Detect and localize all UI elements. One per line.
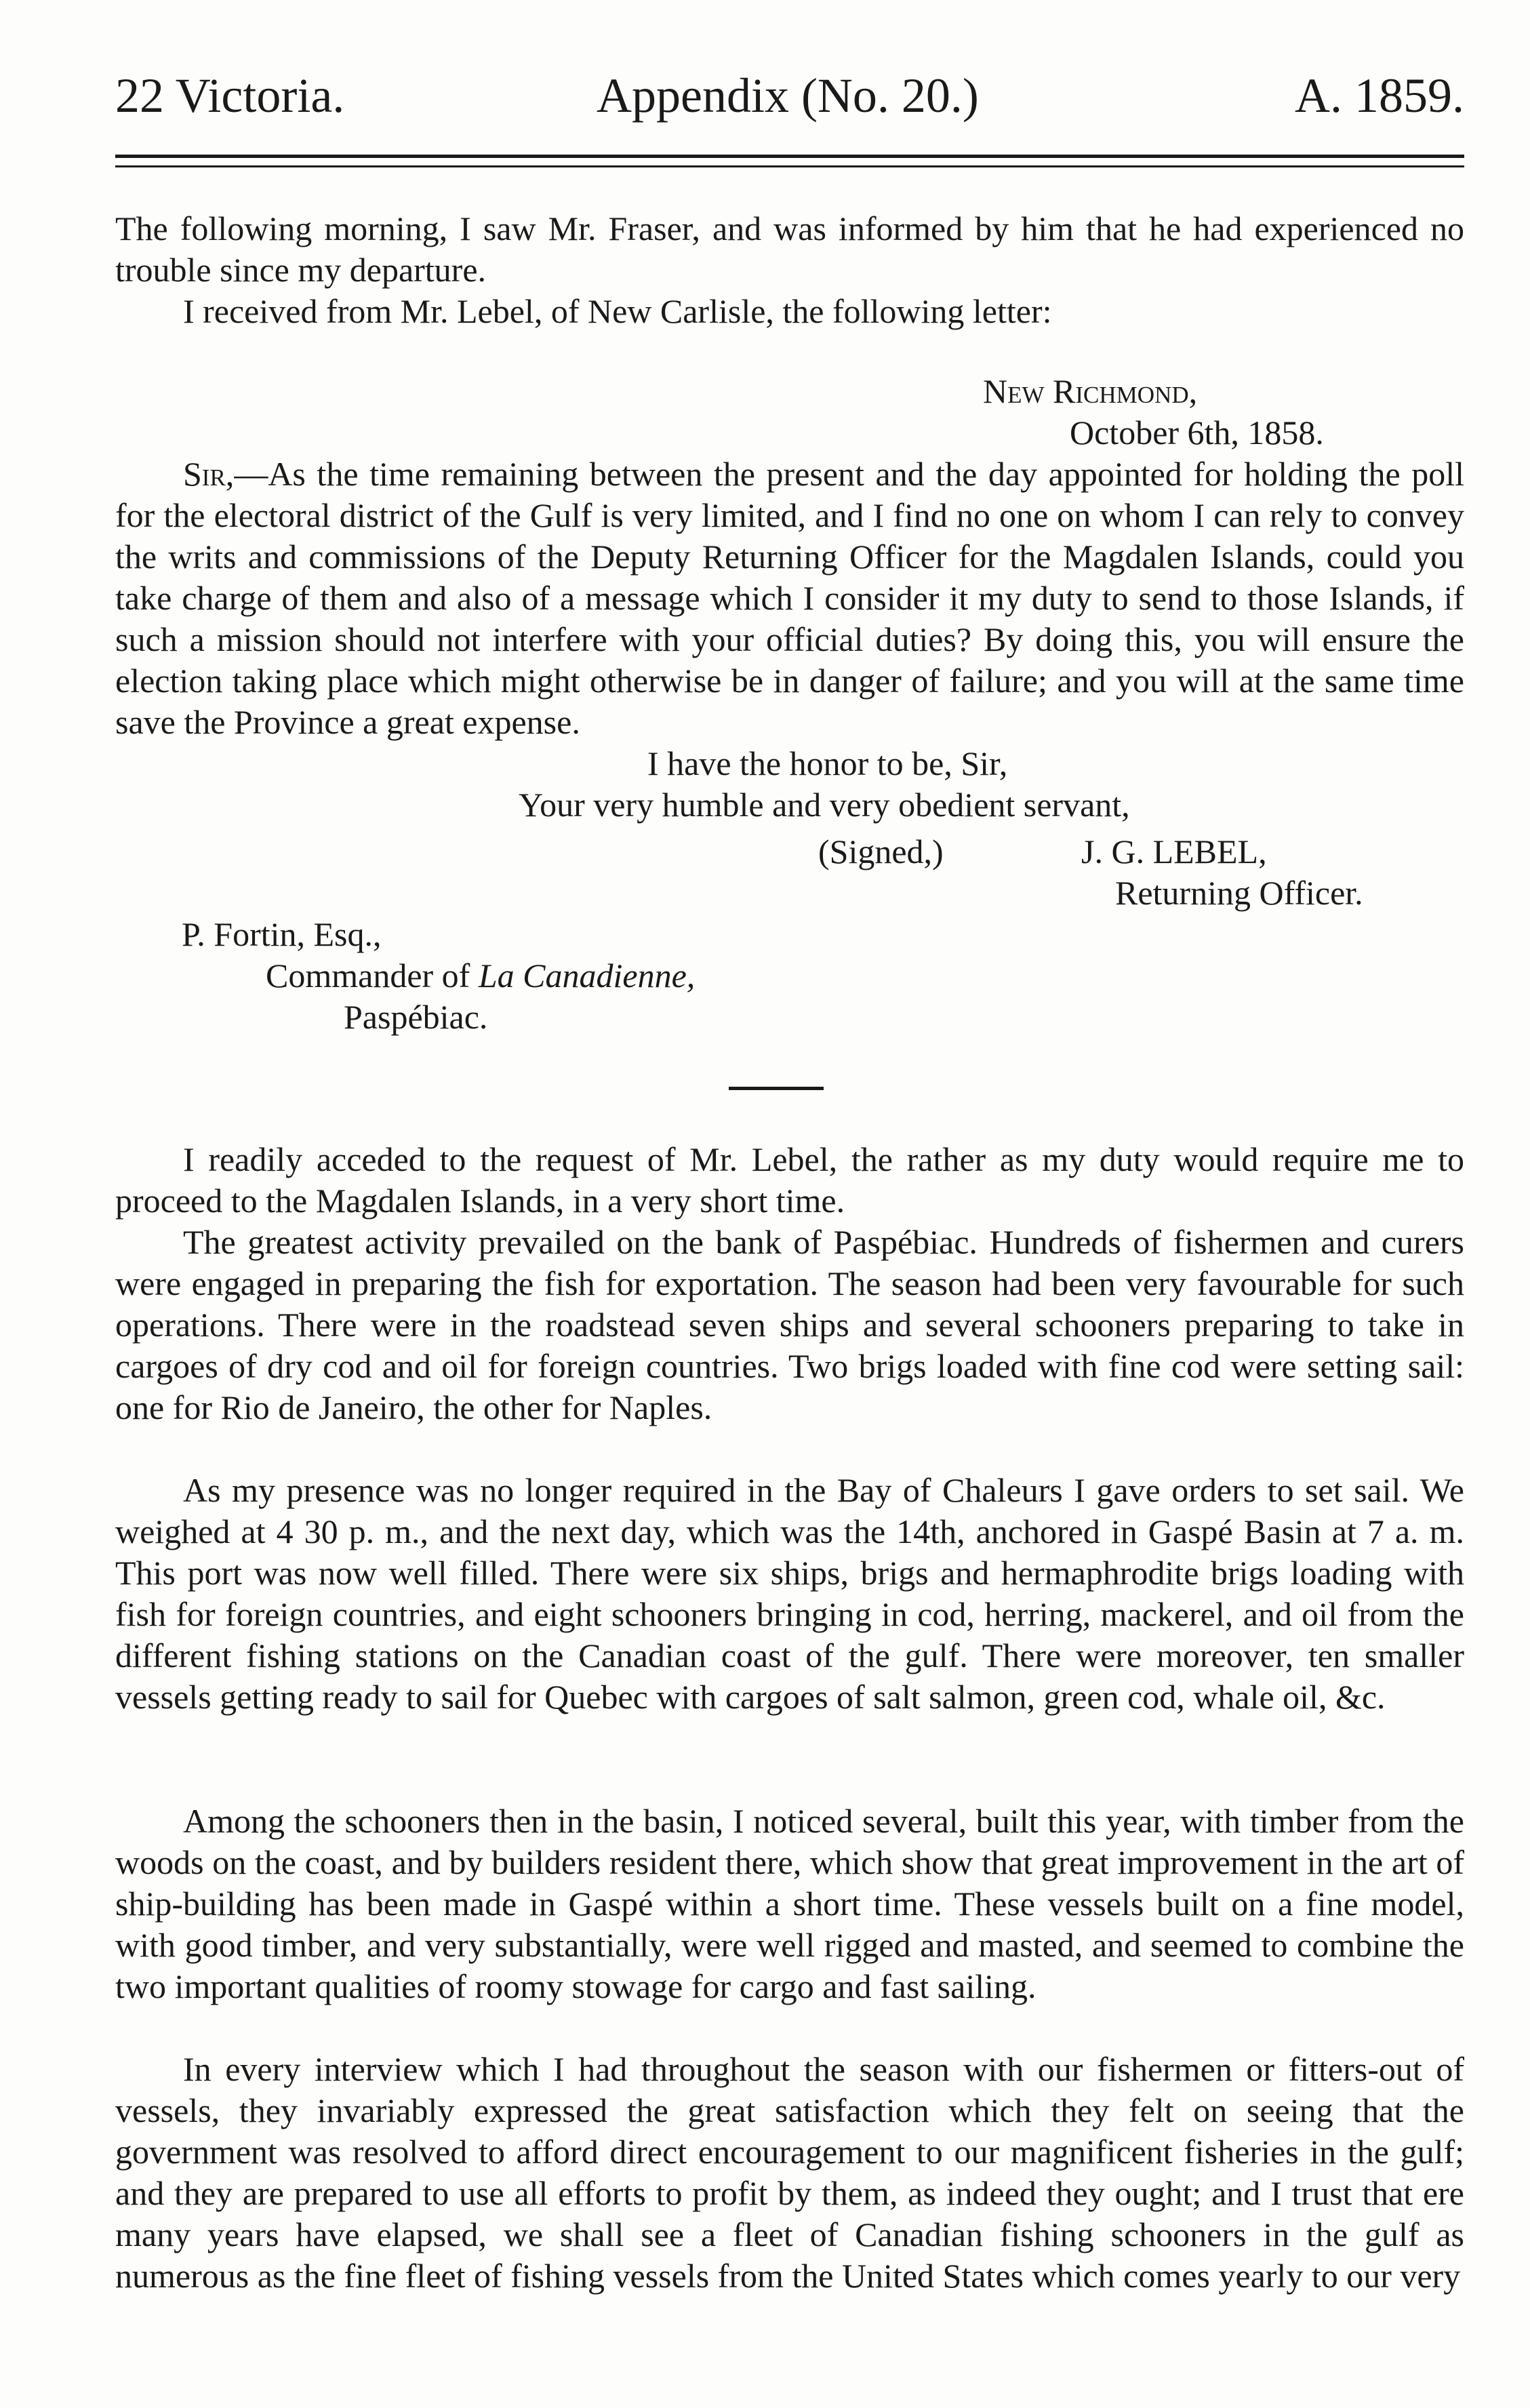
section-divider bbox=[729, 1087, 824, 1090]
body-paragraph-1: I readily acceded to the request of Mr. Lebel, the rather as my duty would require me to proceed to the Magdalen Islands, in a very short time. bbox=[115, 1140, 1464, 1220]
addressee-name: P. Fortin, Esq., bbox=[182, 915, 382, 953]
letter-date: October 6th, 1858. bbox=[1070, 414, 1324, 452]
body-paragraph-4: Among the schooners then in the basin, I noticed several, built this year, with timber from the woods on the coast, and by builders resident there, which show that great improvement in the art of ship-building has been made in Gaspé within a short time. These vessels built on a fine model, with good timber, and very substantially, were well rigged and masted, and seemed to combine the two important qualities of roomy stowage for cargo and fast sailing. bbox=[115, 1802, 1464, 2005]
letter-place: New Richmond, bbox=[983, 372, 1198, 410]
letter-signed: (Signed,) bbox=[818, 832, 944, 870]
header-rule-thick bbox=[115, 155, 1464, 158]
addressee-ship: La Canadienne, bbox=[478, 957, 696, 995]
addressee-place: Paspébiac. bbox=[344, 998, 488, 1036]
letter-body bbox=[115, 454, 1464, 743]
intro-paragraph-2: I received from Mr. Lebel, of New Carlisle, the following letter: bbox=[183, 292, 1052, 330]
addressee-role-prefix: Commander of bbox=[266, 957, 479, 995]
body-paragraph-5: In every interview which I had throughout the season with our fishermen or fitters-out of vessels, they invariably expressed the great satisfaction which they felt on seeing that the government was resolved to afford direct encouragement to our magnificent fisheries in the gulf; and they are prepared to use all efforts to profit by them, as indeed they ought; and I trust that ere many years have elapsed, we shall see a fleet of Canadian fishing schooners in the gulf as numerous as the fine fleet of fishing vessels from the United States which comes yearly to our very bbox=[115, 2050, 1464, 2295]
header-session: 22 Victoria. bbox=[115, 68, 345, 123]
letter-signer: J. G. LEBEL, bbox=[1081, 832, 1267, 870]
body-paragraph-2: The greatest activity prevailed on the bank of Paspébiac. Hundreds of fishermen and curers were engaged in preparing the fish for exportation. The season had been very favourable for such operations. There were in the roadstead seven ships and several schooners preparing to take in cargoes of dry cod and oil for foreign countries. Two brigs loaded with fine cod were setting sail: one for Rio de Janeiro, the other for Naples. bbox=[115, 1223, 1464, 1426]
header-rule-thin bbox=[115, 165, 1464, 167]
letter-salutation: Sir, bbox=[183, 455, 235, 493]
header-year: A. 1859. bbox=[1295, 68, 1464, 123]
body-paragraph-3: As my presence was no longer required in the Bay of Chaleurs I gave orders to set sail. We weighed at 4 30 p. m., and the next day, which was the 14th, anchored in Gaspé Basin at 7 a. m. This port was now well filled. There were six ships, brigs and hermaphrodite brigs loading with fish for foreign countries, and eight schooners bringing in cod, herring, mackerel, and oil from the different fishing stations on the Canadian coast of the gulf. There were moreover, ten smaller vessels getting ready to sail for Quebec with cargoes of salt salmon, green cod, whale oil, &c. bbox=[115, 1471, 1464, 1716]
intro-paragraph-1: The following morning, I saw Mr. Fraser, and was informed by him that he had experienced no trouble since my departure. bbox=[115, 209, 1464, 289]
addressee-role bbox=[266, 955, 695, 997]
letter-closing-2: Your very humble and very obedient servant, bbox=[519, 786, 1130, 824]
letter-closing-1: I have the honor to be, Sir, bbox=[647, 744, 1008, 782]
header-appendix: Appendix (No. 20.) bbox=[597, 68, 979, 123]
letter-body-text: —As the time remaining between the present and the day appointed for holding the poll for the electoral district of the Gulf is very limited, and I find no one on whom I can rely to convey the writs and commissions of the Deputy Returning Officer for the Magdalen Islands, could you take charge of them and also of a message which I consider it my duty to send to those Islands, if such a mission should not interfere with your official duties? By doing this, you will ensure the election taking place which might otherwise be in danger of failure; and you will at the same time save the Province a great expense. bbox=[115, 455, 1464, 741]
letter-signer-title: Returning Officer. bbox=[1115, 874, 1363, 912]
page-header bbox=[115, 68, 1464, 142]
